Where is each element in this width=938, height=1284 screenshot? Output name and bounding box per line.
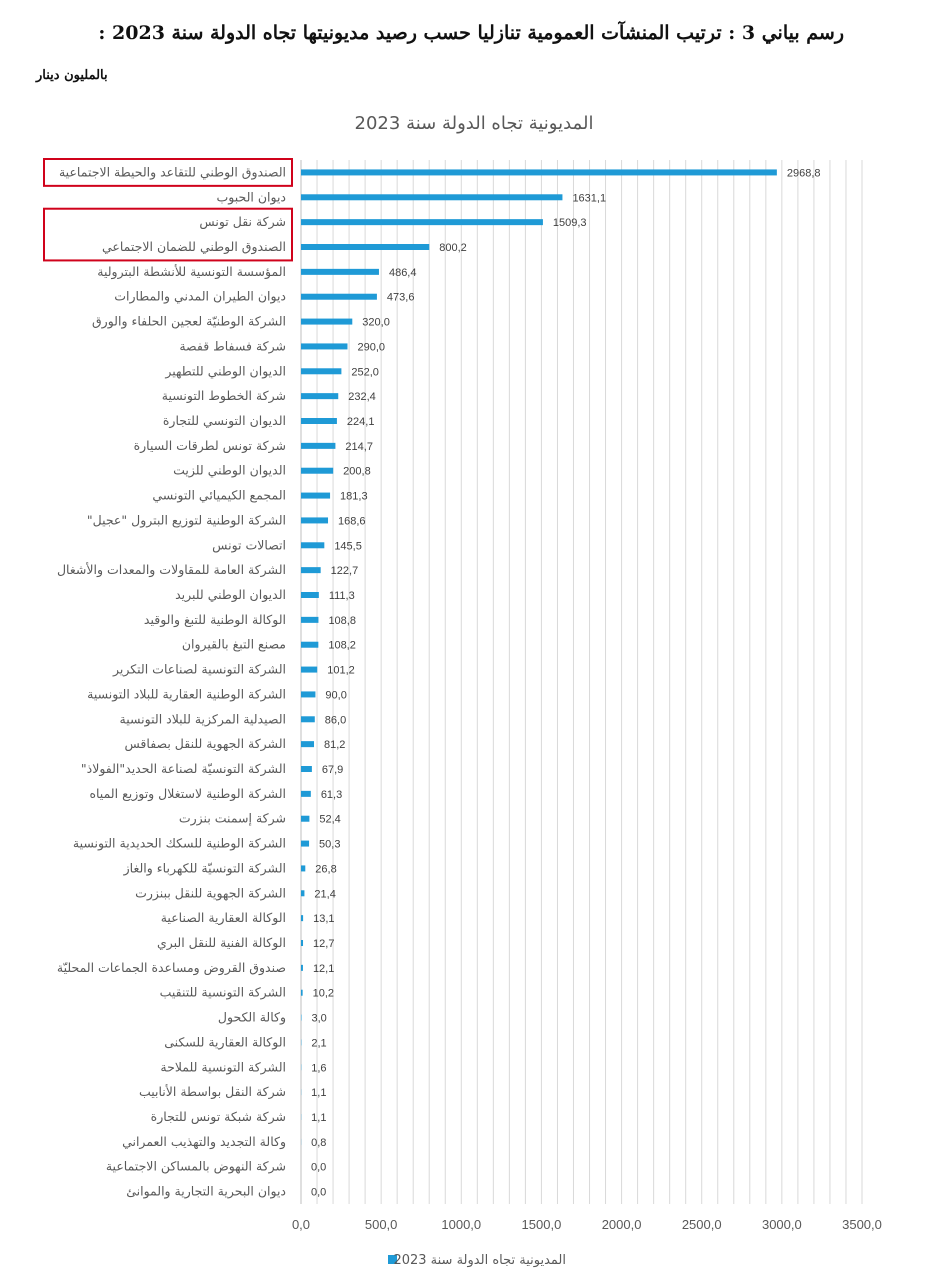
page-heading: رسم بياني 3 : ترتيب المنشآت العمومية تنازليا حسب رصيد مديونيتها تجاه الدولة سنة 2023 : bbox=[98, 22, 844, 44]
value-label: 12,1 bbox=[312, 962, 335, 975]
value-label: 13,1 bbox=[313, 913, 335, 926]
bar bbox=[301, 343, 347, 349]
bar bbox=[301, 865, 305, 871]
value-label: 81,2 bbox=[324, 739, 346, 752]
value-label: 168,6 bbox=[338, 515, 366, 528]
category-label: الشركة الوطنيّة لعجين الحلفاء والورق bbox=[91, 313, 286, 329]
category-label: شركة تونس لطرقات السيارة bbox=[133, 437, 286, 453]
value-label: 1,1 bbox=[311, 1112, 327, 1124]
category-label: المؤسسة التونسية للأنشطة البترولية bbox=[97, 263, 286, 279]
category-label: شركة الخطوط التونسية bbox=[161, 388, 286, 404]
bar bbox=[301, 667, 317, 673]
gridlines bbox=[317, 160, 862, 1204]
category-label: ديوان الحبوب bbox=[216, 189, 286, 205]
x-tick-label: 1500,0 bbox=[521, 1217, 562, 1232]
category-label: ديوان البحرية التجارية والموانئ bbox=[126, 1183, 286, 1199]
bar bbox=[301, 269, 379, 275]
bar bbox=[301, 194, 562, 200]
category-label: الصندوق الوطني للضمان الاجتماعي bbox=[101, 239, 286, 254]
bar bbox=[301, 319, 352, 325]
x-tick-label: 0,0 bbox=[291, 1217, 311, 1232]
category-label: الشركة الوطنية لاستغلال وتوزيع المياه bbox=[89, 785, 286, 801]
bar bbox=[301, 716, 315, 722]
value-label: 0,0 bbox=[311, 1186, 327, 1199]
bar bbox=[301, 965, 303, 971]
value-label: 224,1 bbox=[346, 416, 375, 428]
category-label: الديوان الوطني للبريد bbox=[175, 587, 286, 602]
legend-label: المديونية تجاه الدولة سنة 2023 bbox=[393, 1253, 566, 1268]
chart-title: المديونية تجاه الدولة سنة 2023 bbox=[354, 113, 594, 134]
bar bbox=[301, 990, 303, 996]
value-label: 3,0 bbox=[311, 1012, 327, 1025]
category-label: الديوان الوطني للزيت bbox=[173, 462, 286, 478]
bar bbox=[301, 493, 330, 499]
value-label: 26,8 bbox=[315, 863, 337, 876]
category-label: اتصالات تونس bbox=[212, 537, 286, 553]
value-label: 0,0 bbox=[311, 1161, 327, 1174]
category-label: وكالة الكحول bbox=[217, 1009, 286, 1025]
bar bbox=[301, 791, 311, 797]
category-label: الشركة التونسية لصناعات التكرير bbox=[112, 661, 286, 677]
category-label: ديوان الطيران المدني والمطارات bbox=[114, 288, 286, 304]
category-label: الشركة الجهوية للنقل ببنزرت bbox=[135, 885, 286, 901]
value-label: 145,5 bbox=[334, 540, 362, 553]
bar bbox=[301, 592, 319, 598]
bar bbox=[301, 542, 324, 548]
category-label: الشركة التونسيّة لصناعة الحديد"الفولاذ" bbox=[80, 761, 286, 776]
value-label: 86,0 bbox=[324, 714, 347, 727]
category-label: شركة إسمنت بنزرت bbox=[178, 810, 286, 826]
x-tick-label: 3000,0 bbox=[761, 1217, 802, 1232]
bar bbox=[301, 393, 338, 399]
bar bbox=[301, 219, 543, 225]
value-label: 1,1 bbox=[311, 1087, 327, 1100]
value-label: 12,7 bbox=[313, 938, 335, 950]
category-label: شركة النقل بواسطة الأنابيب bbox=[138, 1084, 286, 1100]
value-label: 52,4 bbox=[319, 813, 341, 826]
value-label: 2,1 bbox=[311, 1037, 327, 1050]
bar bbox=[301, 244, 429, 250]
value-label: 101,2 bbox=[327, 664, 355, 677]
category-label: الوكالة العقارية للسكنى bbox=[164, 1034, 286, 1050]
bar bbox=[301, 841, 309, 847]
category-labels bbox=[57, 164, 286, 1199]
category-label: صندوق القروض ومساعدة الجماعات المحليّة bbox=[56, 959, 286, 975]
category-label: الوكالة الفنية للنقل البري bbox=[156, 935, 286, 950]
value-label: 214,7 bbox=[345, 440, 373, 453]
category-label: الشركة التونسية للتنقيب bbox=[159, 984, 286, 1000]
bar bbox=[301, 915, 303, 921]
category-label: الوكالة الوطنية للتبغ والوقيد bbox=[143, 611, 286, 627]
value-label: 122,7 bbox=[330, 565, 359, 578]
bar bbox=[301, 567, 321, 573]
bar bbox=[301, 169, 777, 175]
value-label: 290,0 bbox=[357, 341, 386, 354]
value-label: 67,9 bbox=[321, 764, 344, 776]
bar bbox=[301, 517, 328, 523]
bar bbox=[301, 940, 303, 946]
value-label: 10,2 bbox=[312, 987, 335, 1000]
category-label: الديوان التونسي للتجارة bbox=[162, 413, 286, 428]
value-label: 108,2 bbox=[328, 639, 356, 652]
category-label: شركة النهوض بالمساكن الاجتماعية bbox=[105, 1158, 286, 1174]
bar bbox=[301, 741, 314, 747]
value-label: 90,0 bbox=[325, 689, 347, 702]
bar bbox=[301, 294, 377, 300]
bar bbox=[301, 642, 318, 648]
category-label: شركة شبكة تونس للتجارة bbox=[150, 1109, 286, 1124]
bar bbox=[301, 816, 309, 822]
value-label: 200,8 bbox=[343, 465, 371, 478]
bar bbox=[301, 617, 318, 623]
x-tick-label: 500,0 bbox=[364, 1217, 398, 1232]
bar bbox=[301, 691, 315, 697]
category-label: الصيدلية المركزية للبلاد التونسية bbox=[119, 711, 286, 727]
category-label: الصندوق الوطني للتقاعد والحيطة الاجتماعية bbox=[58, 164, 286, 180]
x-tick-label: 2000,0 bbox=[601, 1217, 642, 1232]
value-label: 21,4 bbox=[314, 888, 336, 901]
value-label: 252,0 bbox=[351, 366, 379, 379]
value-label: 1509,3 bbox=[552, 217, 587, 230]
category-label: الديوان الوطني للتطهير bbox=[165, 363, 286, 379]
value-labels bbox=[311, 167, 821, 1198]
category-label: الشركة الوطنية العقارية للبلاد التونسية bbox=[87, 686, 286, 702]
category-label: وكالة التجديد والتهذيب العمراني bbox=[122, 1133, 286, 1149]
x-tick-label: 3500,0 bbox=[842, 1217, 882, 1232]
unit-label: بالمليون دينار bbox=[36, 68, 108, 83]
value-label: 486,4 bbox=[388, 266, 417, 279]
value-label: 108,8 bbox=[328, 614, 356, 627]
x-tick-label: 1000,0 bbox=[441, 1217, 482, 1232]
category-label: الشركة الجهوية للنقل بصفاقس bbox=[124, 736, 286, 752]
value-label: 1631,1 bbox=[572, 192, 607, 205]
value-label: 800,2 bbox=[439, 242, 467, 254]
bar bbox=[301, 766, 312, 772]
bar bbox=[301, 368, 341, 374]
bar bbox=[301, 468, 333, 474]
category-label: شركة نقل تونس bbox=[199, 214, 286, 230]
value-label: 232,4 bbox=[348, 391, 376, 404]
value-label: 50,3 bbox=[319, 838, 341, 851]
value-label: 111,3 bbox=[328, 590, 355, 602]
category-label: المجمع الكيميائي التونسي bbox=[152, 487, 286, 503]
category-label: الشركة العامة للمقاولات والمعدات والأشغال bbox=[56, 562, 286, 578]
category-label: الوكالة العقارية الصناعية bbox=[160, 910, 286, 926]
bar bbox=[301, 418, 337, 424]
category-label: مصنع التبغ بالقيروان bbox=[181, 636, 286, 652]
x-axis-ticks bbox=[292, 1217, 882, 1232]
value-label: 61,3 bbox=[320, 788, 343, 801]
category-label: الشركة التونسية للملاحة bbox=[160, 1059, 286, 1075]
category-label: الشركة الوطنية للسكك الحديدية التونسية bbox=[72, 835, 286, 851]
value-label: 1,6 bbox=[311, 1062, 327, 1075]
bar bbox=[301, 890, 304, 896]
value-label: 320,0 bbox=[362, 316, 390, 329]
x-tick-label: 2500,0 bbox=[681, 1217, 722, 1232]
legend bbox=[388, 1253, 566, 1268]
value-label: 181,3 bbox=[340, 490, 368, 503]
bar bbox=[301, 443, 335, 449]
value-label: 0,8 bbox=[311, 1136, 327, 1149]
value-label: 473,6 bbox=[386, 291, 415, 304]
category-label: الشركة التونسيّة للكهرباء والغاز bbox=[123, 860, 286, 876]
category-label: الشركة الوطنية لتوزيع البترول "عجيل" bbox=[86, 512, 286, 528]
category-label: شركة فسفاط قفصة bbox=[179, 338, 286, 354]
value-label: 2968,8 bbox=[786, 167, 821, 180]
